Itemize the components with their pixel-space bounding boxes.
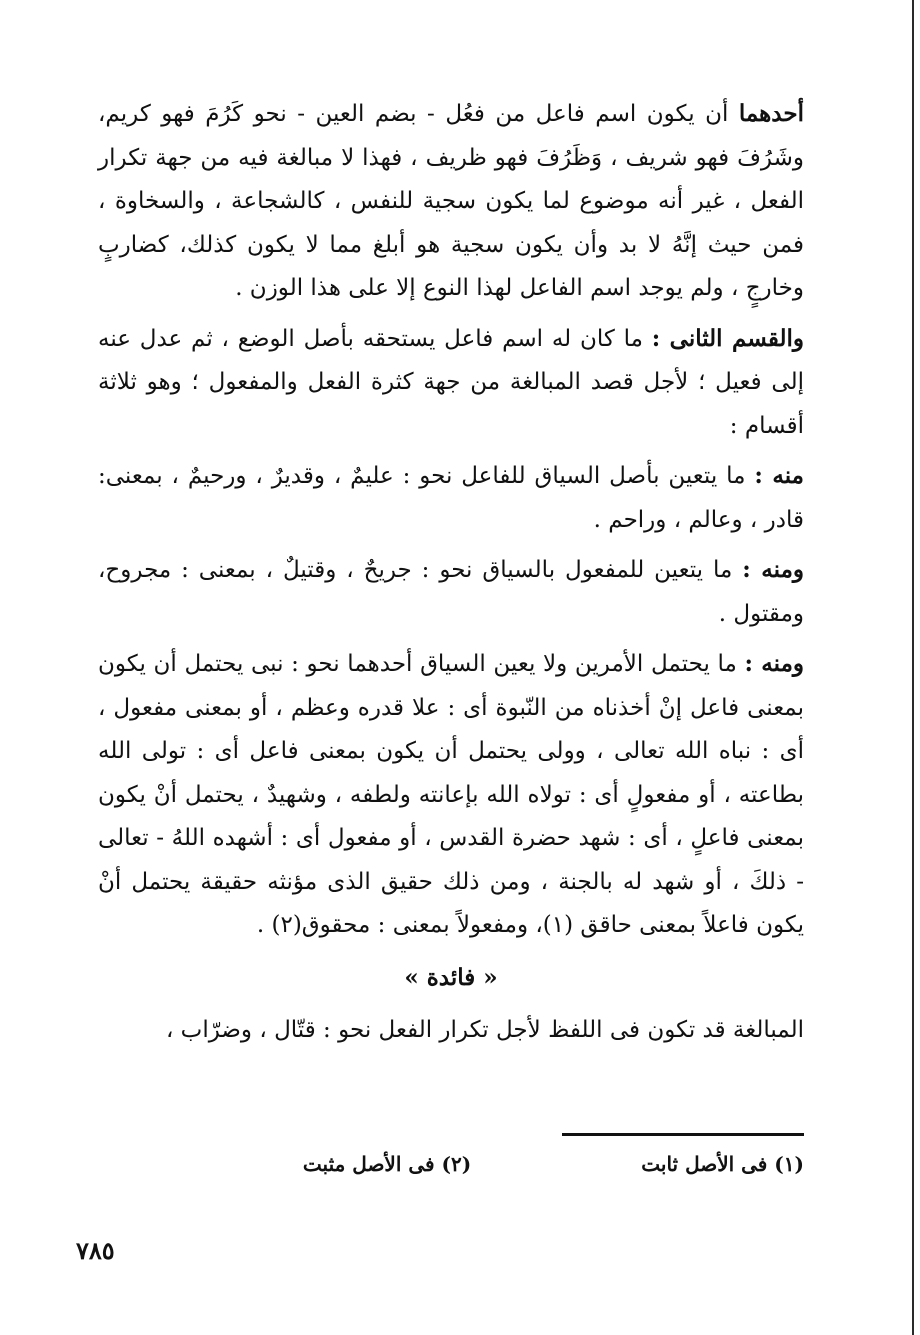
paragraph-4	[98, 548, 804, 636]
paragraph-3	[98, 454, 804, 542]
paragraph-lead: ومنه :	[744, 650, 804, 677]
page-edge-line	[912, 0, 914, 1335]
page-number: ٧٨٥	[76, 1236, 115, 1265]
paragraph-lead: ومنه :	[742, 556, 804, 583]
paragraph-text: ما يحتمل الأمرين ولا يعين السياق أحدهما نحو : نبى يحتمل أن يكون بمعنى فاعل إنْ أخذناه من النّبوة أى : علا قدره وعظم ، أو بمعنى مفعول ، أى : نباه الله تعالى ، وولى يحتمل أن يكون بمعنى فاعل أى : تولى الله بطاعته ، أو مفعولٍ أى : تولاه الله بإعانته ولطفه ، وشهيدٌ ، يحتمل أنْ يكون بمعنى فاعلٍ ، أى : شهد حضرة القدس ، أو مفعول أى : أشهده اللهُ - تعالى - ذلكَ ، أو شهد له بالجنة ، ومن ذلك حقيق الذى مؤنثه حقيقة يحتمل أنْ يكون فاعلاً بمعنى حاقق (١)، ومفعولاً بمعنى : محقوق(٢) .	[98, 651, 804, 938]
paragraph-text: ما يتعين بأصل السياق للفاعل نحو : عليمٌ ، وقديرٌ ، ورحيمٌ ، بمعنى: قادر ، وعالم ، وراحم .	[98, 463, 804, 533]
paragraph-lead: أحدهما	[738, 100, 804, 127]
paragraph-5	[98, 642, 804, 948]
footnote-1: (١) فى الأصل ثابت	[641, 1152, 804, 1176]
last-paragraph: المبالغة قد تكون فى اللفظ لأجل تكرار الفعل نحو : قتّال ، وضرّاب ،	[165, 1017, 804, 1043]
footnote-separator	[562, 1133, 804, 1136]
footnote-2: (٢) فى الأصل مثبت	[302, 1152, 472, 1176]
paragraph-lead: والقسم الثانى :	[651, 324, 805, 352]
paragraph-lead: منه :	[754, 462, 804, 489]
paragraph-text: ما كان له اسم فاعل يستحقه بأصل الوضع ، ثم عدل عنه إلى فعيل ؛ لأجل قصد المبالغة من جهة كثرة الفعل والمفعول ؛ وهو ثلاثة أقسام :	[98, 325, 804, 439]
footnotes	[98, 1152, 804, 1176]
paragraph-1	[98, 92, 804, 311]
paragraph-text: أن يكون اسم فاعل من فعُل - بضم العين - نحو كَرُمَ فهو كريم، وشَرُفَ فهو شريف ، وَظَرُفَ فهو ظريف ، فهذا لا مبالغة فيه من جهة تكرار الفعل ، غير أنه موضوع لما يكون سجية للنفس ، كالشجاعة ، والسخاوة ، فمن حيث إنَّهُ لا بد وأن يكون سجية هو أبلغ مما لا يكون كذلك، كضاربٍ وخارجٍ ، ولم يوجد اسم الفاعل لهذا النوع إلا على هذا الوزن .	[98, 101, 804, 301]
main-text	[98, 92, 804, 1059]
paragraph-2	[98, 317, 804, 449]
section-heading: « فائدة »	[404, 963, 498, 991]
paragraph-text: ما يتعين للمفعول بالسياق نحو : جريحٌ ، وقتيلٌ ، بمعنى : مجروح، ومقتول .	[98, 557, 804, 627]
